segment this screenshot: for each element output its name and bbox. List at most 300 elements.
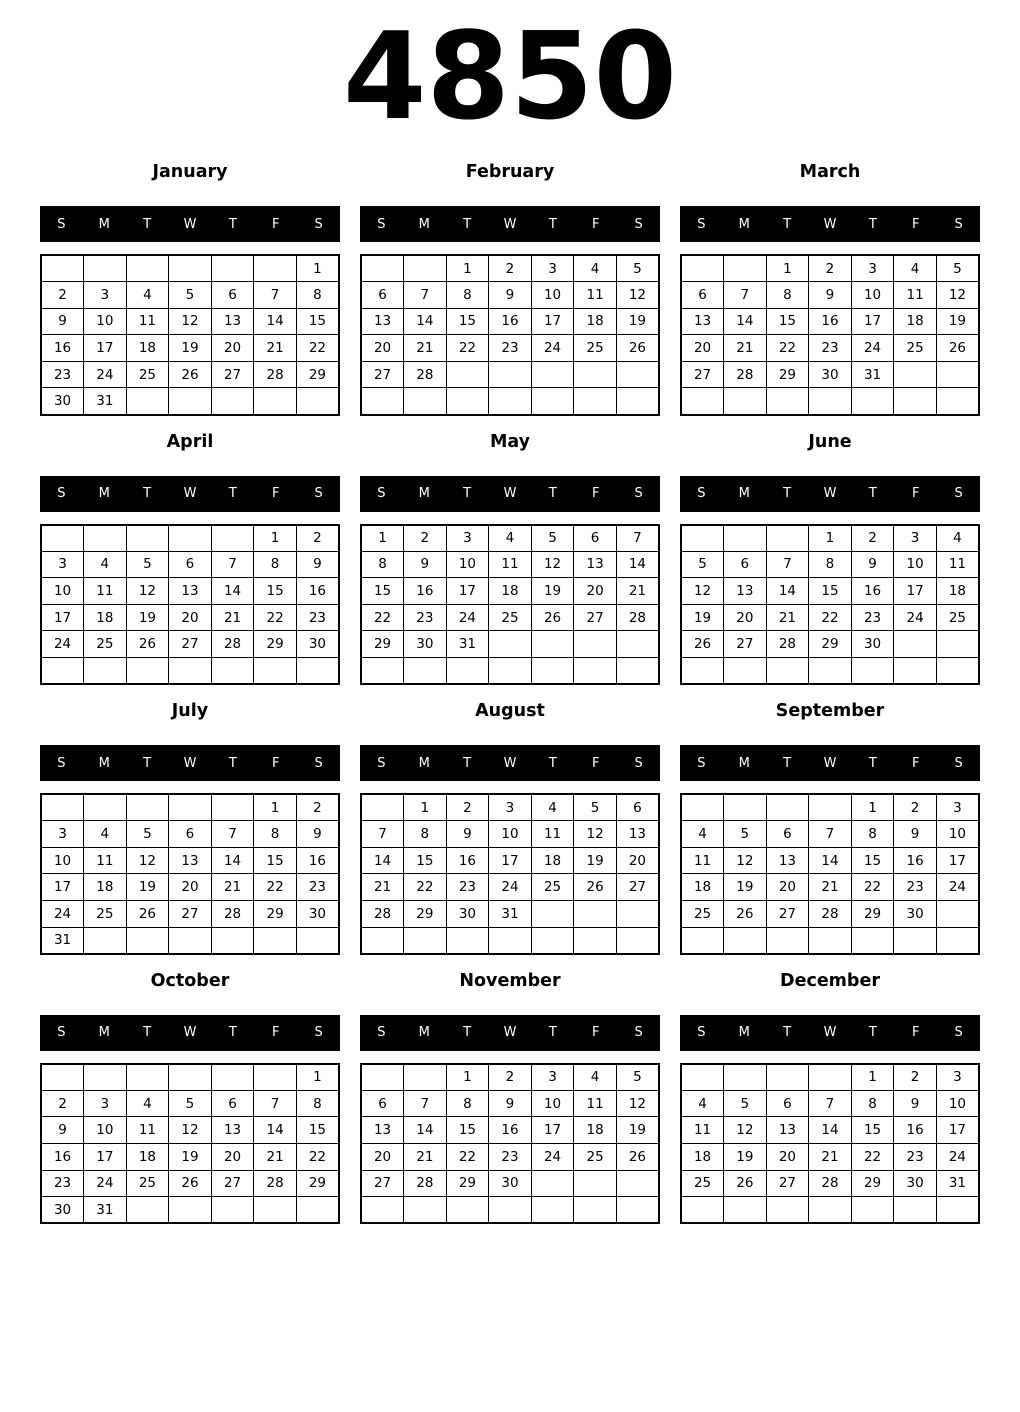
date-cell: 23 [446, 874, 489, 901]
date-cell: 5 [574, 794, 617, 821]
date-cell-empty [296, 1197, 339, 1224]
date-cell: 16 [296, 847, 339, 874]
date-cell: 16 [489, 1117, 532, 1144]
date-cell: 7 [404, 282, 447, 309]
date-cell: 29 [254, 631, 297, 658]
date-cell: 2 [809, 255, 852, 282]
week-row [681, 551, 979, 578]
date-cell: 24 [894, 604, 937, 631]
date-cell: 1 [766, 255, 809, 282]
date-cell: 8 [851, 1090, 894, 1117]
week-row [361, 551, 659, 578]
date-cell: 19 [724, 1143, 767, 1170]
date-cell-empty [531, 1197, 574, 1224]
date-cell: 21 [616, 578, 659, 605]
date-cell-empty [894, 1197, 937, 1224]
date-cell: 9 [489, 1090, 532, 1117]
date-cell: 16 [894, 1117, 937, 1144]
date-cell-empty [616, 658, 659, 685]
week-row [41, 1117, 339, 1144]
date-cell-empty [681, 794, 724, 821]
month-march [680, 160, 980, 416]
date-cell: 13 [361, 1117, 404, 1144]
date-cell: 10 [531, 282, 574, 309]
week-row [681, 1117, 979, 1144]
date-cell: 5 [531, 525, 574, 552]
weekday-header-cell: W [183, 216, 197, 232]
month-name: November [459, 970, 561, 991]
date-cell: 20 [766, 1143, 809, 1170]
date-cell-empty [489, 631, 532, 658]
week-row [681, 901, 979, 928]
date-cell: 10 [936, 1090, 979, 1117]
date-cell-empty [211, 927, 254, 954]
date-cell: 3 [84, 282, 127, 309]
date-cell: 21 [361, 874, 404, 901]
weekday-header-cell: M [418, 755, 430, 771]
date-cell-empty [766, 658, 809, 685]
date-cell: 25 [126, 361, 169, 388]
date-cell-empty [446, 658, 489, 685]
date-cell: 3 [531, 1064, 574, 1091]
date-cell: 4 [936, 525, 979, 552]
date-cell: 22 [446, 1143, 489, 1170]
date-cell-empty [574, 901, 617, 928]
date-cell: 20 [361, 335, 404, 362]
date-cell: 23 [296, 604, 339, 631]
date-cell: 11 [531, 821, 574, 848]
date-cell: 30 [296, 631, 339, 658]
date-cell-empty [296, 927, 339, 954]
date-cell-empty [616, 388, 659, 415]
date-cell: 13 [361, 308, 404, 335]
date-cell: 23 [489, 335, 532, 362]
date-cell: 24 [446, 604, 489, 631]
date-cell: 29 [809, 631, 852, 658]
date-cell-empty [894, 388, 937, 415]
date-cell: 20 [616, 847, 659, 874]
date-cell: 16 [851, 578, 894, 605]
date-cell: 28 [254, 1170, 297, 1197]
date-cell: 14 [254, 308, 297, 335]
date-cell: 1 [404, 794, 447, 821]
date-cell: 9 [809, 282, 852, 309]
date-cell-empty [681, 927, 724, 954]
date-cell: 14 [361, 847, 404, 874]
date-cell-empty [616, 1197, 659, 1224]
date-cell: 20 [681, 335, 724, 362]
date-cell: 26 [169, 1170, 212, 1197]
date-cell: 2 [894, 1064, 937, 1091]
date-cell: 7 [254, 282, 297, 309]
date-cell: 10 [894, 551, 937, 578]
date-cell: 31 [489, 901, 532, 928]
date-cell: 9 [851, 551, 894, 578]
date-cell-empty [404, 1064, 447, 1091]
date-cell: 11 [126, 1117, 169, 1144]
date-cell-empty [936, 1197, 979, 1224]
week-row [41, 901, 339, 928]
date-grid [40, 524, 340, 686]
date-cell: 8 [361, 551, 404, 578]
weekday-header-cell: F [271, 486, 280, 502]
week-row [361, 1170, 659, 1197]
date-grid [40, 254, 340, 416]
date-cell: 1 [851, 794, 894, 821]
date-cell: 17 [936, 1117, 979, 1144]
date-cell-empty [254, 1197, 297, 1224]
week-row [41, 335, 339, 362]
month-october [40, 969, 340, 1225]
date-cell: 22 [296, 335, 339, 362]
weekday-header-bar [40, 206, 340, 242]
date-cell-empty [126, 658, 169, 685]
date-cell: 4 [681, 1090, 724, 1117]
date-cell: 23 [809, 335, 852, 362]
date-cell: 29 [296, 361, 339, 388]
date-cell-empty [41, 794, 84, 821]
date-cell-empty [211, 388, 254, 415]
date-cell: 15 [296, 1117, 339, 1144]
date-cell: 5 [126, 551, 169, 578]
weekday-header-cell: M [98, 486, 110, 502]
date-cell: 23 [41, 1170, 84, 1197]
date-cell-empty [616, 631, 659, 658]
date-cell: 27 [616, 874, 659, 901]
date-cell: 18 [894, 308, 937, 335]
date-cell: 25 [489, 604, 532, 631]
date-grid [360, 524, 660, 686]
date-cell: 15 [361, 578, 404, 605]
date-cell: 18 [681, 874, 724, 901]
date-cell-empty [254, 927, 297, 954]
date-cell: 16 [41, 335, 84, 362]
weekday-header-cell: M [418, 216, 430, 232]
date-cell: 26 [169, 361, 212, 388]
weekday-header-cell: T [868, 1025, 877, 1041]
month-name: December [780, 970, 880, 991]
date-cell: 24 [41, 901, 84, 928]
date-cell-empty [531, 361, 574, 388]
date-cell-empty [766, 525, 809, 552]
date-cell-empty [809, 658, 852, 685]
date-cell-empty [254, 1064, 297, 1091]
weekday-header-cell: W [503, 486, 517, 502]
date-cell: 22 [361, 604, 404, 631]
weekday-header-cell: F [591, 216, 600, 232]
date-cell: 26 [616, 335, 659, 362]
date-cell: 30 [894, 901, 937, 928]
date-cell: 19 [936, 308, 979, 335]
date-cell: 27 [169, 901, 212, 928]
date-cell: 27 [724, 631, 767, 658]
date-cell: 21 [724, 335, 767, 362]
week-row [681, 335, 979, 362]
date-cell: 16 [296, 578, 339, 605]
week-row [361, 901, 659, 928]
date-cell: 8 [296, 1090, 339, 1117]
date-cell: 30 [41, 388, 84, 415]
date-cell: 2 [296, 525, 339, 552]
date-cell: 15 [446, 308, 489, 335]
date-cell: 11 [681, 847, 724, 874]
week-row [41, 1143, 339, 1170]
date-cell-empty [809, 1197, 852, 1224]
date-cell: 2 [404, 525, 447, 552]
date-cell: 29 [446, 1170, 489, 1197]
date-cell: 15 [254, 847, 297, 874]
date-cell-empty [84, 794, 127, 821]
date-cell: 30 [404, 631, 447, 658]
weekday-header-bar [40, 1015, 340, 1051]
date-grid [360, 254, 660, 416]
date-cell: 3 [894, 525, 937, 552]
date-cell: 19 [531, 578, 574, 605]
week-row [41, 604, 339, 631]
date-cell: 22 [404, 874, 447, 901]
date-grid [680, 254, 980, 416]
date-cell: 29 [404, 901, 447, 928]
date-grid [360, 793, 660, 955]
date-cell: 25 [84, 901, 127, 928]
date-cell: 13 [574, 551, 617, 578]
week-row [361, 282, 659, 309]
date-cell-empty [489, 361, 532, 388]
date-cell: 1 [809, 525, 852, 552]
weekday-header-cell: T [868, 755, 877, 771]
month-august [360, 699, 660, 955]
date-cell: 8 [404, 821, 447, 848]
weekday-header-bar [680, 206, 980, 242]
date-cell: 22 [296, 1143, 339, 1170]
date-cell: 2 [489, 255, 532, 282]
date-cell: 5 [724, 821, 767, 848]
date-cell: 8 [851, 821, 894, 848]
date-cell-empty [404, 1197, 447, 1224]
date-cell: 20 [169, 604, 212, 631]
date-cell: 18 [84, 874, 127, 901]
date-cell-empty [446, 388, 489, 415]
weekday-header-cell: S [634, 755, 643, 771]
date-cell-empty [724, 255, 767, 282]
date-cell-empty [489, 927, 532, 954]
date-cell-empty [41, 525, 84, 552]
date-cell-empty [531, 901, 574, 928]
date-cell: 13 [616, 821, 659, 848]
week-row [41, 525, 339, 552]
weekday-header-cell: S [954, 755, 963, 771]
date-cell-empty [574, 361, 617, 388]
date-cell: 12 [126, 578, 169, 605]
month-december [680, 969, 980, 1225]
date-cell: 25 [574, 1143, 617, 1170]
date-cell: 20 [724, 604, 767, 631]
weekday-header-cell: S [377, 1025, 386, 1041]
date-cell: 13 [766, 847, 809, 874]
date-cell: 24 [851, 335, 894, 362]
date-cell: 3 [41, 821, 84, 848]
weekday-header-cell: T [143, 1025, 152, 1041]
date-cell: 11 [681, 1117, 724, 1144]
date-cell-empty [809, 927, 852, 954]
date-cell: 12 [574, 821, 617, 848]
date-cell: 28 [616, 604, 659, 631]
week-row [361, 388, 659, 415]
date-cell: 26 [936, 335, 979, 362]
date-cell: 7 [361, 821, 404, 848]
date-cell: 24 [84, 1170, 127, 1197]
date-cell: 18 [574, 308, 617, 335]
date-cell: 14 [616, 551, 659, 578]
date-cell: 2 [296, 794, 339, 821]
date-cell: 17 [446, 578, 489, 605]
date-cell-empty [894, 658, 937, 685]
date-cell-empty [361, 1064, 404, 1091]
date-cell-empty [936, 658, 979, 685]
date-cell: 4 [84, 551, 127, 578]
date-cell-empty [936, 927, 979, 954]
date-cell: 6 [616, 794, 659, 821]
date-cell: 27 [574, 604, 617, 631]
week-row [681, 794, 979, 821]
date-cell: 7 [404, 1090, 447, 1117]
weekday-header-cell: F [591, 486, 600, 502]
date-cell: 15 [809, 578, 852, 605]
date-cell: 12 [724, 1117, 767, 1144]
date-cell-empty [169, 927, 212, 954]
date-cell: 10 [489, 821, 532, 848]
date-cell-empty [254, 658, 297, 685]
date-cell: 11 [574, 1090, 617, 1117]
date-cell-empty [446, 1197, 489, 1224]
month-september [680, 699, 980, 955]
date-cell: 23 [404, 604, 447, 631]
week-row [681, 525, 979, 552]
date-cell-empty [766, 927, 809, 954]
date-cell: 19 [574, 847, 617, 874]
date-cell-empty [766, 1064, 809, 1091]
weekday-header-cell: W [183, 1025, 197, 1041]
date-cell: 29 [296, 1170, 339, 1197]
date-cell: 15 [446, 1117, 489, 1144]
date-cell-empty [766, 1197, 809, 1224]
date-cell: 16 [41, 1143, 84, 1170]
weekday-header-cell: T [143, 486, 152, 502]
date-cell: 23 [296, 874, 339, 901]
date-cell-empty [851, 658, 894, 685]
date-grid [680, 1063, 980, 1225]
date-cell: 17 [41, 874, 84, 901]
week-row [681, 658, 979, 685]
date-cell: 25 [84, 631, 127, 658]
date-cell: 16 [489, 308, 532, 335]
weekday-header-cell: M [738, 216, 750, 232]
date-cell: 26 [724, 901, 767, 928]
date-cell: 21 [809, 874, 852, 901]
date-cell-empty [296, 388, 339, 415]
date-cell: 28 [361, 901, 404, 928]
date-cell-empty [169, 1197, 212, 1224]
weekday-header-cell: F [911, 1025, 920, 1041]
date-cell: 27 [681, 361, 724, 388]
date-cell: 14 [809, 847, 852, 874]
month-name: January [152, 162, 228, 182]
date-cell-empty [724, 388, 767, 415]
date-cell: 10 [936, 821, 979, 848]
week-row [41, 308, 339, 335]
date-cell-empty [574, 631, 617, 658]
date-cell: 27 [361, 361, 404, 388]
date-cell: 19 [681, 604, 724, 631]
date-cell: 21 [809, 1143, 852, 1170]
date-cell: 15 [404, 847, 447, 874]
date-cell: 11 [489, 551, 532, 578]
weekday-header-cell: F [271, 755, 280, 771]
date-cell: 17 [84, 1143, 127, 1170]
weekday-header-cell: M [738, 1025, 750, 1041]
month-name: August [475, 701, 545, 722]
date-cell-empty [404, 388, 447, 415]
date-cell: 28 [211, 901, 254, 928]
date-cell: 22 [851, 874, 894, 901]
date-cell: 29 [361, 631, 404, 658]
date-cell: 7 [211, 821, 254, 848]
weekday-header-cell: F [271, 216, 280, 232]
date-cell-empty [169, 525, 212, 552]
weekday-header-cell: S [697, 486, 706, 502]
week-row [681, 361, 979, 388]
date-cell-empty [574, 388, 617, 415]
date-cell: 4 [126, 1090, 169, 1117]
month-name: February [465, 162, 555, 182]
week-row [361, 658, 659, 685]
weekday-header-cell: F [911, 755, 920, 771]
weekday-header-cell: W [823, 1025, 837, 1041]
date-cell: 2 [489, 1064, 532, 1091]
date-cell: 29 [766, 361, 809, 388]
week-row [41, 1090, 339, 1117]
date-cell-empty [169, 658, 212, 685]
date-cell-empty [446, 361, 489, 388]
weekday-header-cell: S [57, 216, 66, 232]
date-cell-empty [681, 1197, 724, 1224]
date-cell-empty [361, 255, 404, 282]
weekday-header-cell: F [591, 755, 600, 771]
date-cell-empty [41, 658, 84, 685]
date-cell: 10 [531, 1090, 574, 1117]
week-row [681, 821, 979, 848]
date-cell-empty [126, 525, 169, 552]
month-name: July [171, 701, 209, 722]
date-cell-empty [681, 255, 724, 282]
date-cell: 11 [574, 282, 617, 309]
week-row [361, 1117, 659, 1144]
date-cell-empty [84, 525, 127, 552]
weekday-header-cell: T [143, 216, 152, 232]
date-cell: 31 [936, 1170, 979, 1197]
date-cell: 9 [41, 308, 84, 335]
week-row [681, 1064, 979, 1091]
date-cell: 12 [681, 578, 724, 605]
date-cell-empty [894, 361, 937, 388]
date-cell: 3 [936, 794, 979, 821]
date-cell: 25 [681, 1170, 724, 1197]
weekday-header-cell: T [463, 1025, 472, 1041]
date-cell-empty [211, 1197, 254, 1224]
date-cell: 28 [766, 631, 809, 658]
date-cell: 24 [531, 335, 574, 362]
week-row [361, 255, 659, 282]
